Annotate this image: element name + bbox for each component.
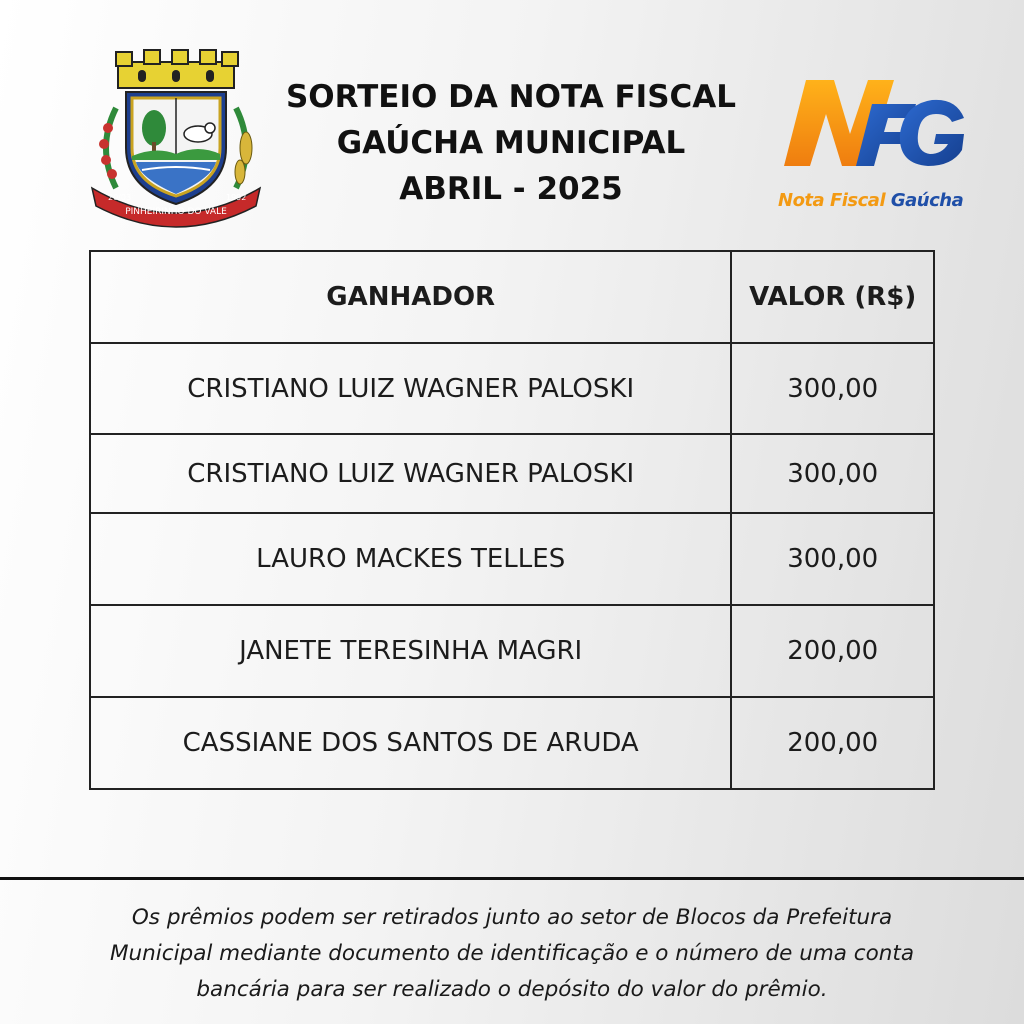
- winners-table: [89, 250, 935, 790]
- prize-value: 300,00: [731, 513, 934, 605]
- page-title: [276, 74, 746, 212]
- nfg-logo-text: [778, 190, 978, 211]
- svg-text:PINHEIRINHO DO VALE: PINHEIRINHO DO VALE: [125, 207, 227, 217]
- footer-divider: [0, 877, 1024, 880]
- winner-name: CASSIANE DOS SANTOS DE ARUDA: [90, 697, 731, 789]
- municipal-crest-logo: [86, 48, 266, 228]
- table-header-row: [90, 251, 934, 343]
- table-row: [90, 513, 934, 605]
- svg-text:1992: 1992: [226, 193, 247, 202]
- winner-name: CRISTIANO LUIZ WAGNER PALOSKI: [90, 434, 731, 513]
- prize-value: 300,00: [731, 434, 934, 513]
- footer-line-2: Municipal mediante documento de identificação e o número de uma conta: [109, 941, 914, 966]
- nfg-logo-text-part2: Gaúcha: [890, 190, 964, 211]
- footer-line-3: bancária para ser realizado o depósito do valor do prêmio.: [196, 977, 828, 1002]
- table-row: [90, 434, 934, 513]
- prize-value: 200,00: [731, 697, 934, 789]
- table-row: [90, 697, 934, 789]
- title-line-2: GAÚCHA MUNICIPAL: [336, 125, 686, 161]
- winner-name: JANETE TERESINHA MAGRI: [90, 605, 731, 697]
- header-valor: VALOR (R$): [731, 251, 934, 343]
- table-row: [90, 343, 934, 434]
- svg-text:20/03: 20/03: [108, 193, 132, 202]
- winner-name: CRISTIANO LUIZ WAGNER PALOSKI: [90, 343, 731, 434]
- footer-line-1: Os prêmios podem ser retirados junto ao setor de Blocos da Prefeitura: [131, 905, 893, 930]
- header-ganhador: GANHADOR: [90, 251, 731, 343]
- nfg-logo-text-part1: Nota Fiscal: [778, 190, 891, 211]
- winner-name: LAURO MACKES TELLES: [90, 513, 731, 605]
- footer-note: [60, 900, 964, 1008]
- table-row: [90, 605, 934, 697]
- prize-value: 300,00: [731, 343, 934, 434]
- title-line-3: ABRIL - 2025: [399, 171, 623, 207]
- prize-value: 200,00: [731, 605, 934, 697]
- title-line-1: SORTEIO DA NOTA FISCAL: [285, 79, 737, 115]
